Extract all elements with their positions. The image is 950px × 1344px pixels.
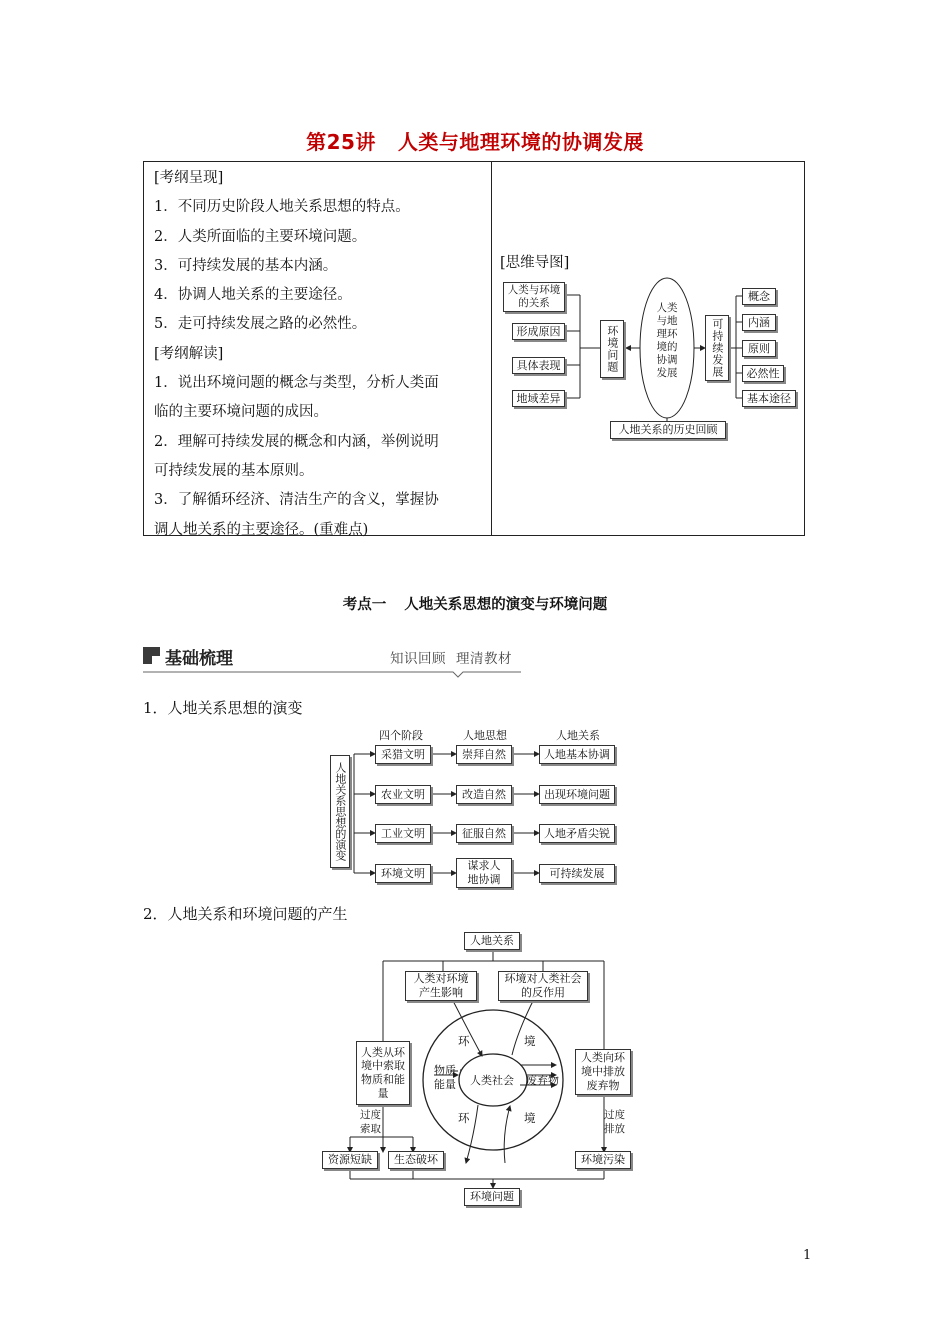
interpret-heading: [考纲解读] bbox=[154, 345, 224, 362]
p2-emit: 人类向环境中排放废弃物 bbox=[575, 1049, 631, 1095]
thought-box: 谋求人地协调 bbox=[456, 858, 512, 888]
section-label: 考点一 bbox=[342, 597, 387, 613]
interpret-line: 2．理解可持续发展的概念和内涵，举例说明 bbox=[154, 433, 439, 450]
present-item: 4．协调人地关系的主要途径。 bbox=[154, 287, 352, 304]
present-heading: [考纲呈现] bbox=[154, 170, 224, 186]
mm-right-item: 原则 bbox=[742, 340, 776, 357]
p2-impact-left: 人类对环境产生影响 bbox=[405, 971, 477, 1001]
part1-root: 人地关系思想的演变 bbox=[330, 755, 350, 868]
inner-right-label: 废弃物 bbox=[526, 1074, 559, 1087]
section-name: 人地关系思想的演变与环境问题 bbox=[404, 597, 608, 613]
col-header: 四个阶段 bbox=[379, 729, 423, 742]
table-divider bbox=[491, 162, 492, 535]
ring-label: 境 bbox=[524, 1111, 536, 1125]
inner-left-label: 物质能量 bbox=[434, 1064, 456, 1091]
stage-box: 农业文明 bbox=[375, 785, 431, 804]
thought-box: 崇拜自然 bbox=[456, 745, 512, 764]
relation-box: 人地基本协调 bbox=[539, 745, 615, 764]
mm-left-item: 形成原因 bbox=[512, 323, 565, 340]
p2-top: 人地关系 bbox=[464, 932, 520, 950]
mm-right-item: 基本途径 bbox=[742, 390, 796, 407]
over-emit-label: 过度排放 bbox=[604, 1109, 625, 1135]
mindmap bbox=[500, 162, 800, 532]
col-header: 人地思想 bbox=[463, 729, 507, 742]
mm-right-item: 必然性 bbox=[742, 365, 784, 382]
mindmap-title: [思维导图] bbox=[500, 255, 570, 271]
banner-title: 基础梳理 bbox=[165, 649, 233, 669]
interpret-line: 调人地关系的主要途径。(重难点) bbox=[154, 521, 369, 538]
present-item: 1．不同历史阶段人地关系思想的特点。 bbox=[154, 199, 410, 216]
present-item: 3．可持续发展的基本内涵。 bbox=[154, 257, 338, 274]
relation-box: 人地矛盾尖锐 bbox=[539, 824, 615, 843]
lecture-number: 第25讲 bbox=[306, 130, 376, 154]
mm-bottom: 人地关系的历史回顾 bbox=[610, 421, 726, 439]
inner-center-label: 人类社会 bbox=[470, 1074, 514, 1087]
interpret-line: 3．了解循环经济、清洁生产的含义，掌握协 bbox=[154, 492, 439, 509]
page-title bbox=[0, 126, 950, 155]
p2-impact-right: 环境对人类社会的反作用 bbox=[498, 971, 588, 1001]
relation-box: 出现环境问题 bbox=[539, 785, 615, 804]
ring-label: 环 bbox=[458, 1034, 470, 1048]
mm-right-item: 内涵 bbox=[742, 314, 776, 331]
part1-heading: 1．人地关系思想的演变 bbox=[143, 699, 303, 717]
mm-left-item: 具体表现 bbox=[512, 357, 565, 374]
mm-left-item: 人类与环境的关系 bbox=[503, 282, 565, 312]
interpret-line: 临的主要环境问题的成因。 bbox=[154, 404, 328, 421]
lecture-name: 人类与地理环境的协调发展 bbox=[397, 130, 644, 154]
mm-env-problem: 环境问题 bbox=[600, 320, 624, 378]
thought-box: 改造自然 bbox=[456, 785, 512, 804]
banner-sub2: 理清教材 bbox=[456, 651, 512, 667]
interpret-line: 可持续发展的基本原则。 bbox=[154, 462, 314, 479]
mm-right-item: 概念 bbox=[742, 288, 776, 305]
interpret-line: 1．说出环境问题的概念与类型，分析人类面 bbox=[154, 375, 439, 392]
present-item: 5．走可持续发展之路的必然性。 bbox=[154, 316, 367, 333]
mm-center: 人类与地理环境的协调发展 bbox=[656, 302, 678, 379]
col-header: 人地关系 bbox=[556, 729, 600, 742]
over-take-label: 过度索取 bbox=[360, 1109, 381, 1135]
p2-bottom: 环境问题 bbox=[464, 1188, 520, 1206]
p2-take: 人类从环境中索取物质和能量 bbox=[356, 1041, 410, 1105]
ring-label: 境 bbox=[524, 1034, 536, 1048]
mm-left-item: 地域差异 bbox=[512, 390, 565, 407]
banner-rule bbox=[143, 644, 523, 678]
banner-sub1: 知识回顾 bbox=[390, 651, 446, 667]
stage-box: 工业文明 bbox=[375, 824, 431, 843]
p2-eco: 生态破坏 bbox=[388, 1151, 444, 1169]
ring-label: 环 bbox=[458, 1111, 470, 1125]
syllabus-text bbox=[154, 164, 484, 545]
p2-resource: 资源短缺 bbox=[322, 1151, 378, 1169]
stage-box: 环境文明 bbox=[375, 864, 431, 883]
section-title bbox=[0, 593, 950, 614]
thought-box: 征服自然 bbox=[456, 824, 512, 843]
present-item: 2．人类所面临的主要环境问题。 bbox=[154, 228, 367, 245]
syllabus-table bbox=[143, 161, 805, 536]
p2-pollution: 环境污染 bbox=[575, 1151, 631, 1169]
part2-heading: 2．人地关系和环境问题的产生 bbox=[143, 905, 348, 923]
relation-box: 可持续发展 bbox=[539, 864, 615, 883]
stage-box: 采猎文明 bbox=[375, 745, 431, 764]
page-number: 1 bbox=[803, 1248, 812, 1263]
section-banner bbox=[143, 644, 523, 678]
mm-sustainable: 可持续发展 bbox=[705, 315, 729, 381]
